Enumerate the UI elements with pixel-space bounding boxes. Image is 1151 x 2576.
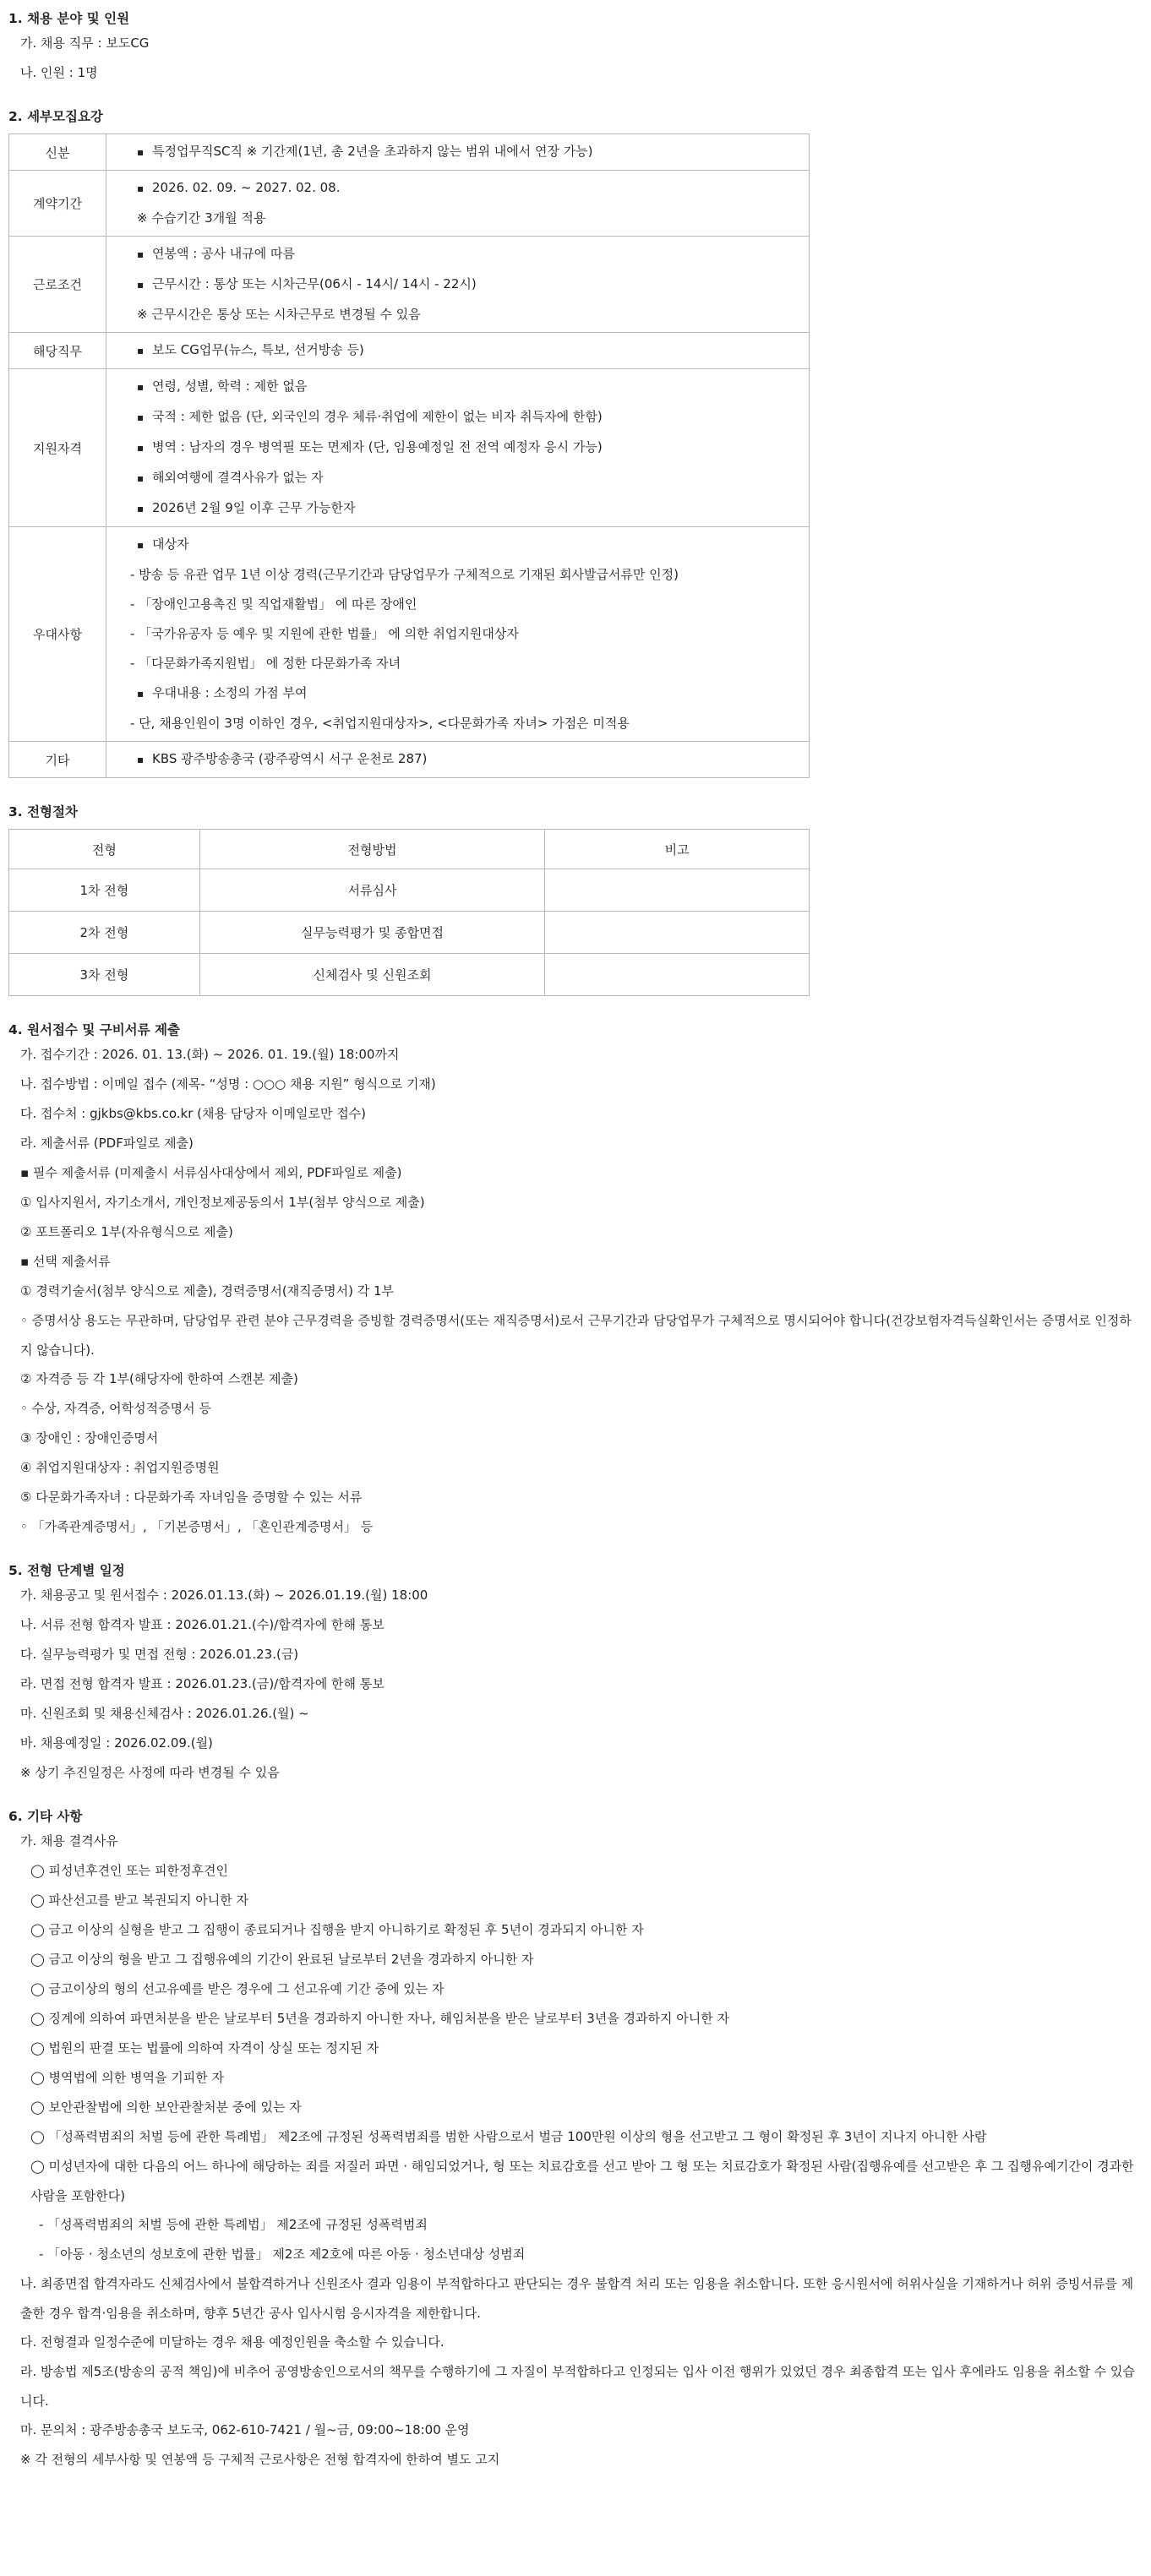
table-cell: 실무능력평가 및 종합면접: [199, 912, 545, 954]
bullet-item: ▪ 병역 : 남자의 경우 병역필 또는 면제자 (단, 임용예정일 전 전역 예정자 응시 가능): [115, 433, 800, 463]
text-line: 나. 인원 : 1명: [20, 65, 98, 80]
text-line: ▪ 필수 제출서류 (미제출시 서류심사대상에서 제외, PDF파일로 제출): [20, 1165, 402, 1180]
text-line: 가. 접수기간 : 2026. 01. 13.(화) ~ 2026. 01. 19.(월) 18:00까지: [20, 1047, 400, 1062]
text-line: ④ 취업지원대상자 : 취업지원증명원: [20, 1460, 220, 1475]
bullet-item: ▪ 보도 CG업무(뉴스, 특보, 선거방송 등): [115, 335, 800, 366]
bullet-item: ▪ 우대내용 : 소정의 가점 부여: [115, 678, 800, 709]
bullet-item: ▪ 해외여행에 결격사유가 없는 자: [115, 463, 800, 493]
table-cell: [545, 912, 810, 954]
text-line: 나. 최종면접 합격자라도 신체검사에서 불합격하거나 신원조사 결과 임용이 부적합하다고 판단되는 경우 불합격 처리 또는 임용을 취소합니다. 또한 응시원서에 허위사실을 기재하거나 허위 증빙서류를 제출한 경우 합격·임용을 취소하며, 향후 5년간 공사 입사시험 응시자격을 제한합니다.: [20, 2276, 1134, 2321]
table-cell: [545, 954, 810, 996]
table-row: [9, 954, 810, 996]
text-line: ② 자격증 등 각 1부(해당자에 한하여 스캔본 제출): [20, 1371, 298, 1386]
details-table: [8, 133, 810, 778]
table-row: [9, 171, 810, 237]
text-line: ◯ 「성폭력범죄의 처벌 등에 관한 특례법」 제2조에 규정된 성폭력범죄를 범한 사람으로서 벌금 100만원 이상의 형을 선고받고 그 형이 확정된 후 3년이 지나지 아니한 사람: [30, 2129, 987, 2144]
section-recruit-field: [8, 8, 1143, 88]
column-header: 전형: [9, 830, 200, 869]
text-line: ◦ 증명서상 용도는 무관하며, 담당업무 관련 분야 근무경력을 증빙할 경력증명서(또는 재직증명서)로서 근무기간과 담당업무가 구체적으로 명시되어야 합니다(건강보험자격득실확인서는 증명서로 인정하지 않습니다).: [20, 1313, 1132, 1358]
section-title: 5. 전형 단계별 일정: [8, 1563, 125, 1578]
row-label: 지원자격: [9, 369, 106, 527]
sub-item: - 「국가유공자 등 예우 및 지원에 관한 법률」 에 의한 취업지원대상자: [130, 626, 519, 641]
section-title: 2. 세부모집요강: [8, 109, 103, 124]
row-content: [106, 527, 810, 742]
row-content: [106, 237, 810, 333]
row-label: 기타: [9, 742, 106, 778]
column-header: 전형방법: [199, 830, 545, 869]
sub-item: - 방송 등 유관 업무 1년 이상 경력(근무기간과 담당업무가 구체적으로 기재된 회사발급서류만 인정): [130, 567, 679, 582]
text-line: ◯ 병역법에 의한 병역을 기피한 자: [30, 2070, 224, 2085]
section-title: 4. 원서접수 및 구비서류 제출: [8, 1022, 180, 1037]
sub-item: - 「장애인고용촉진 및 직업재활법」 에 따른 장애인: [130, 596, 417, 612]
table-header-row: [9, 830, 810, 869]
table-cell: 서류심사: [199, 869, 545, 912]
text-line: ③ 장애인 : 장애인증명서: [20, 1430, 159, 1446]
text-line: ※ 상기 추진일정은 사정에 따라 변경될 수 있음: [20, 1765, 280, 1780]
row-label: 근로조건: [9, 237, 106, 333]
table-row: [9, 869, 810, 912]
table-row: [9, 237, 810, 333]
sub-item: - 「다문화가족지원법」 에 정한 다문화가족 자녀: [130, 656, 401, 671]
text-line: 가. 채용 직무 : 보도CG: [20, 35, 150, 51]
bullet-item: ▪ 2026년 2월 9일 이후 근무 가능한자: [115, 493, 800, 524]
text-line: ◯ 금고 이상의 형을 받고 그 집행유예의 기간이 완료된 날로부터 2년을 경과하지 아니한 자: [30, 1952, 534, 1967]
sub-item: ※ 수습기간 3개월 적용: [137, 210, 266, 226]
text-line: 나. 서류 전형 합격자 발표 : 2026.01.21.(수)/합격자에 한해 통보: [20, 1617, 385, 1632]
section-title: 1. 채용 분야 및 인원: [8, 11, 130, 26]
row-content: [106, 333, 810, 369]
section-title: 3. 전형절차: [8, 804, 78, 820]
text-line: 라. 면접 전형 합격자 발표 : 2026.01.23.(금)/합격자에 한해 통보: [20, 1676, 385, 1691]
section-other: [8, 1806, 1143, 2475]
table-row: [9, 912, 810, 954]
row-content: [106, 171, 810, 237]
table-row: [9, 527, 810, 742]
section-process: [8, 802, 1143, 996]
text-line: ◯ 법원의 판결 또는 법률에 의하여 자격이 상실 또는 정지된 자: [30, 2040, 379, 2056]
table-row: [9, 333, 810, 369]
bullet-item: ▪ 근무시간 : 통상 또는 시차근무(06시 - 14시/ 14시 - 22시): [115, 270, 800, 300]
sub-item: - 단, 채용인원이 3명 이하인 경우, <취업지원대상자>, <다문화가족 자녀> 가점은 미적용: [130, 716, 630, 731]
bullet-item: ▪ 특정업무직SC직 ※ 기간제(1년, 총 2년을 초과하지 않는 범위 내에서 연장 가능): [115, 137, 800, 167]
table-cell: 1차 전형: [9, 869, 200, 912]
section-details: [8, 106, 1143, 778]
bullet-item: ▪ 연봉액 : 공사 내규에 따름: [115, 239, 800, 270]
table-row: [9, 369, 810, 527]
text-line: ⑤ 다문화가족자녀 : 다문화가족 자녀임을 증명할 수 있는 서류: [20, 1490, 363, 1505]
section-schedule: [8, 1560, 1143, 1788]
text-line: 바. 채용예정일 : 2026.02.09.(월): [20, 1735, 213, 1751]
table-cell: 3차 전형: [9, 954, 200, 996]
row-label: 우대사항: [9, 527, 106, 742]
bullet-item: ▪ 국적 : 제한 없음 (단, 외국인의 경우 체류·취업에 제한이 없는 비자 취득자에 한함): [115, 402, 800, 433]
row-content: [106, 369, 810, 527]
text-line: 가. 채용공고 및 원서접수 : 2026.01.13.(화) ~ 2026.01.19.(월) 18:00: [20, 1588, 428, 1603]
process-table: [8, 829, 810, 996]
sub-item: ※ 근무시간은 통상 또는 시차근무로 변경될 수 있음: [137, 307, 421, 322]
row-label: 계약기간: [9, 171, 106, 237]
text-line: 마. 신원조회 및 채용신체검사 : 2026.01.26.(월) ~: [20, 1706, 309, 1721]
bullet-item: ▪ 연령, 성별, 학력 : 제한 없음: [115, 372, 800, 402]
text-line: ① 입사지원서, 자기소개서, 개인정보제공동의서 1부(첨부 양식으로 제출): [20, 1195, 425, 1210]
text-line: ◯ 징계에 의하여 파면처분을 받은 날로부터 5년을 경과하지 아니한 자나, 해임처분을 받은 날로부터 3년을 경과하지 아니한 자: [30, 2011, 729, 2026]
text-line: 다. 실무능력평가 및 면접 전형 : 2026.01.23.(금): [20, 1647, 299, 1662]
table-cell: 신체검사 및 신원조회: [199, 954, 545, 996]
table-cell: [545, 869, 810, 912]
table-row: [9, 742, 810, 778]
text-line: 라. 방송법 제5조(방송의 공적 책임)에 비추어 공영방송인으로서의 책무를 수행하기에 그 자질이 부적합하다고 인정되는 입사 이전 행위가 있었던 경우 최종합격 또는 입사 후에라도 임용을 취소할 수 있습니다.: [20, 2364, 1135, 2409]
text-line: - 「성폭력범죄의 처벌 등에 관한 특례법」 제2조에 규정된 성폭력범죄: [39, 2217, 428, 2232]
row-label: 해당직무: [9, 333, 106, 369]
text-line: - 「아동 · 청소년의 성보호에 관한 법률」 제2조 제2호에 따른 아동 · 청소년대상 성범죄: [39, 2247, 526, 2262]
text-line: ◯ 파산선고를 받고 복권되지 아니한 자: [30, 1893, 248, 1908]
text-line: ◯ 피성년후견인 또는 피한정후견인: [30, 1863, 228, 1878]
text-line: 마. 문의처 : 광주방송총국 보도국, 062-610-7421 / 월~금, 09:00~18:00 운영: [20, 2422, 470, 2437]
row-content: [106, 134, 810, 171]
text-line: ◯ 미성년자에 대한 다음의 어느 하나에 해당하는 죄를 저질러 파면 · 해임되었거나, 형 또는 치료감호를 선고 받아 그 형 또는 치료감호가 확정된 사람(집행유예를 선고받은 후 그 집행유예기간이 경과한 사람을 포함한다): [30, 2159, 1134, 2203]
bullet-item: ▪ 2026. 02. 09. ~ 2027. 02. 08.: [115, 173, 800, 204]
row-label: 신분: [9, 134, 106, 171]
text-line: 나. 접수방법 : 이메일 접수 (제목- “성명 : ○○○ 채용 지원” 형식으로 기재): [20, 1076, 436, 1092]
text-line: 다. 접수처 : gjkbs@kbs.co.kr (채용 담당자 이메일로만 접수): [20, 1106, 367, 1121]
text-line: ◯ 보안관찰법에 의한 보안관찰처분 중에 있는 자: [30, 2099, 302, 2115]
text-line: ① 경력기술서(첨부 양식으로 제출), 경력증명서(재직증명서) 각 1부: [20, 1283, 395, 1299]
text-line: 라. 제출서류 (PDF파일로 제출): [20, 1136, 194, 1151]
text-line: 가. 채용 결격사유: [20, 1833, 118, 1849]
text-line: ◦ 수상, 자격증, 어학성적증명서 등: [20, 1401, 211, 1416]
column-header: 비고: [545, 830, 810, 869]
text-line: ◦ 「가족관계증명서」, 「기본증명서」, 「혼인관계증명서」 등: [20, 1519, 374, 1534]
text-line: ② 포트폴리오 1부(자유형식으로 제출): [20, 1224, 233, 1239]
bullet-item: ▪ KBS 광주방송총국 (광주광역시 서구 운천로 287): [115, 744, 800, 775]
row-content: [106, 742, 810, 778]
bullet-item: ▪ 대상자: [115, 530, 800, 560]
section-title: 6. 기타 사항: [8, 1809, 83, 1824]
section-application: [8, 1020, 1143, 1542]
text-line: 다. 전형결과 일정수준에 미달하는 경우 채용 예정인원을 축소할 수 있습니다.: [20, 2334, 445, 2350]
text-line: ※ 각 전형의 세부사항 및 연봉액 등 구체적 근로사항은 전형 합격자에 한하여 별도 고지: [20, 2452, 500, 2467]
text-line: ▪ 선택 제출서류: [20, 1254, 111, 1269]
text-line: ◯ 금고 이상의 실형을 받고 그 집행이 종료되거나 집행을 받지 아니하기로 확정된 후 5년이 경과되지 아니한 자: [30, 1922, 644, 1937]
table-row: [9, 134, 810, 171]
table-cell: 2차 전형: [9, 912, 200, 954]
text-line: ◯ 금고이상의 형의 선고유예를 받은 경우에 그 선고유예 기간 중에 있는 자: [30, 1981, 445, 1996]
